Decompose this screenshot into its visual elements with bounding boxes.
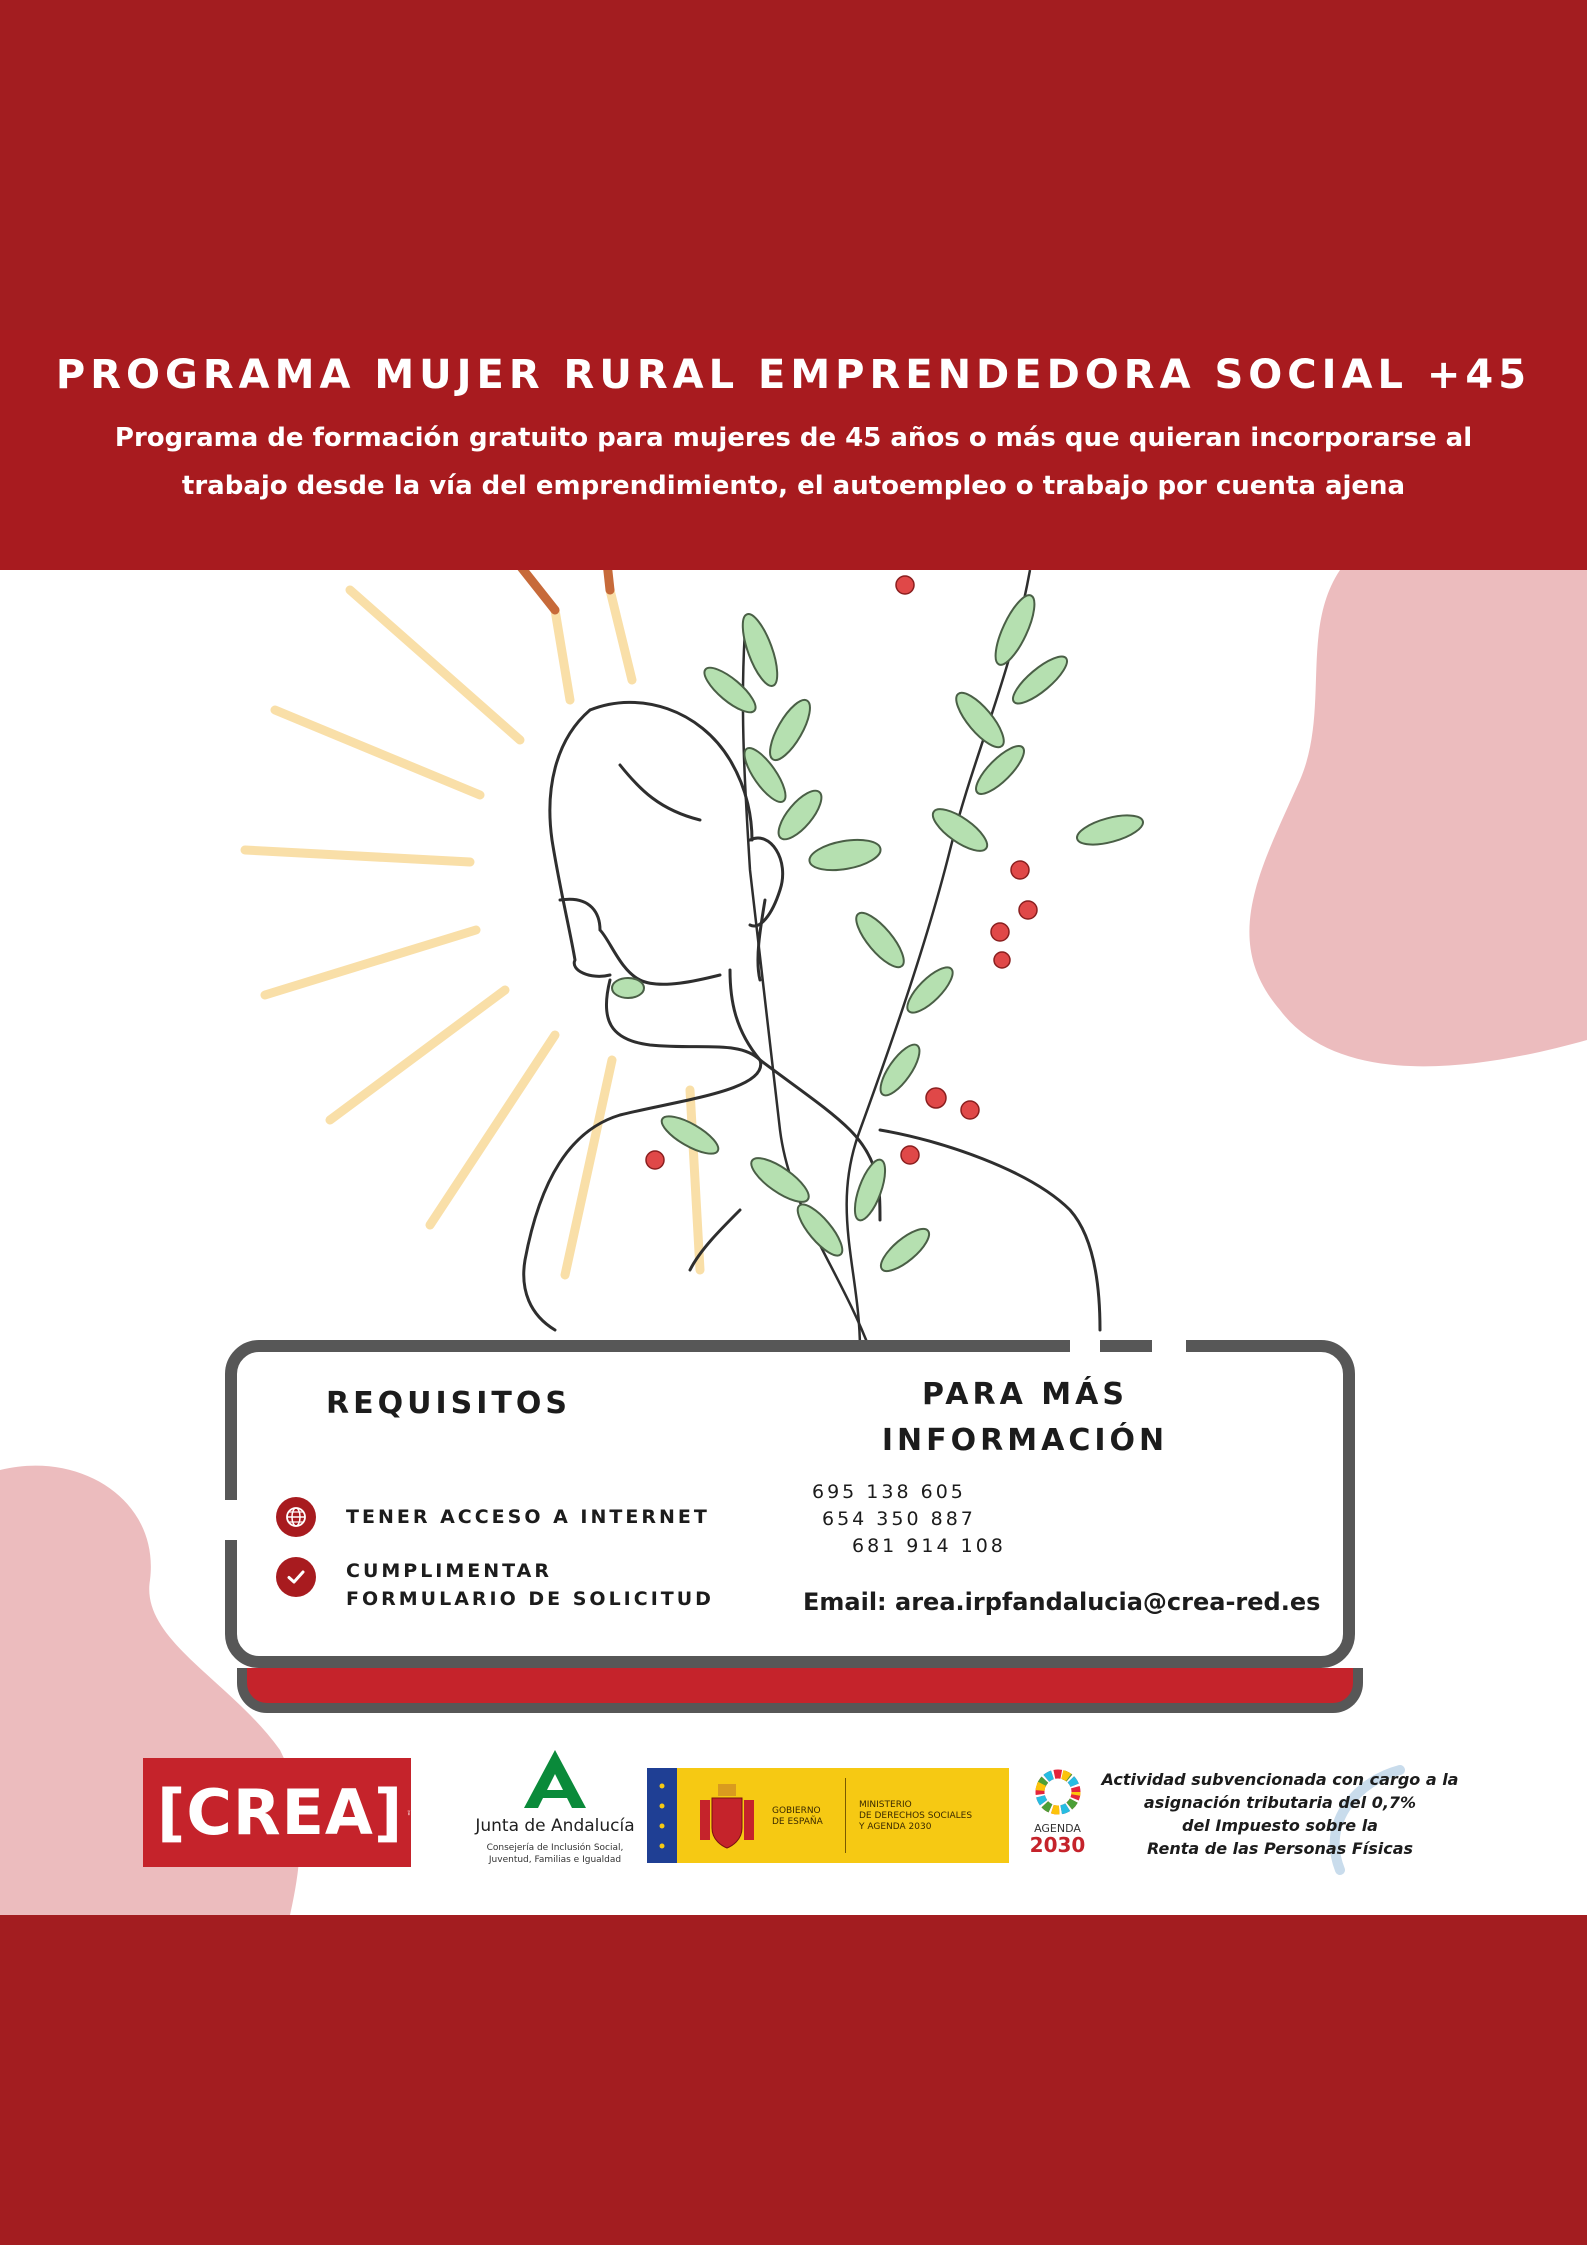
requirement-label: TENER ACCESO A INTERNET	[346, 1506, 710, 1528]
globe-icon	[276, 1497, 316, 1537]
page-subtitle	[100, 414, 1487, 510]
agenda-label: AGENDA	[1034, 1822, 1081, 1835]
requirement-line-2: FORMULARIO DE SOLICITUD	[346, 1588, 714, 1610]
requirement-line-1: CUMPLIMENTAR	[346, 1560, 552, 1582]
tax-line-4: Renta de las Personas Físicas	[1146, 1839, 1414, 1858]
junta-subtitle	[455, 1842, 655, 1866]
requirements-title: REQUISITOS	[326, 1386, 571, 1421]
ministerio-line-1: MINISTERIO	[859, 1800, 912, 1810]
card-border-gap-3	[221, 1500, 241, 1540]
junta-subtitle-line-1: Consejería de Inclusión Social,	[486, 1843, 624, 1853]
phone-number[interactable]: 681 914 108	[852, 1535, 1006, 1557]
poster-canvas	[0, 570, 1587, 1915]
gobierno-label	[772, 1806, 823, 1828]
gobierno-espana-logo	[647, 1768, 1009, 1863]
card-border-gap-1	[1070, 1336, 1100, 1356]
top-band	[0, 0, 1587, 330]
ministerio-line-3: Y AGENDA 2030	[859, 1822, 932, 1832]
lightbulb-icon	[407, 1783, 411, 1843]
tax-line-2: asignación tributaria del 0,7%	[1143, 1793, 1417, 1812]
info-title-line-1: PARA MÁS	[922, 1377, 1128, 1412]
crea-logo	[143, 1758, 411, 1867]
phone-number[interactable]: 654 350 887	[822, 1508, 976, 1530]
illustration	[0, 570, 1587, 1915]
subtitle-line-1: Programa de formación gratuito para mujeres de 45 años o más que quieran incorporarse al	[114, 423, 1473, 453]
tax-line-1: Actividad subvencionada con cargo a la	[1101, 1770, 1459, 1789]
ministerio-line-2: DE DERECHOS SOCIALES	[859, 1811, 973, 1821]
card-red-bar	[237, 1668, 1363, 1713]
check-icon	[276, 1557, 316, 1597]
info-title	[850, 1372, 1200, 1464]
ministerio-label	[859, 1800, 972, 1833]
phone-number[interactable]: 695 138 605	[812, 1481, 966, 1503]
gobierno-divider	[845, 1778, 846, 1853]
crea-logo-text: [CREA]	[157, 1776, 404, 1849]
sun-rays	[245, 590, 700, 1275]
tax-allocation-note	[1100, 1768, 1460, 1860]
gobierno-line-2: DE ESPAÑA	[772, 1817, 823, 1827]
sdg-wheel-icon	[1034, 1768, 1082, 1816]
header-ray-1	[468, 570, 555, 610]
header-ray-2	[598, 570, 610, 590]
page-title: PROGRAMA MUJER RURAL EMPRENDEDORA SOCIAL +45	[55, 352, 1532, 398]
berries	[646, 576, 1037, 1169]
subtitle-line-2: trabajo desde la vía del emprendimiento, el autoempleo o trabajo por cuenta ajena	[181, 471, 1406, 501]
card-border-gap-2	[1152, 1336, 1186, 1356]
bottom-band	[0, 1915, 1587, 2245]
requirement-item	[276, 1557, 714, 1613]
junta-andalucia-logo	[455, 1748, 655, 1866]
pink-blob-right	[1249, 570, 1587, 1066]
agenda-year: 2030	[1029, 1833, 1086, 1857]
junta-name: Junta de Andalucía	[475, 1816, 635, 1836]
spain-coat-of-arms-icon	[692, 1780, 762, 1852]
tax-line-3: del Impuesto sobre la	[1182, 1816, 1378, 1835]
gobierno-line-1: GOBIERNO	[772, 1806, 821, 1816]
eu-stars-icon	[655, 1778, 669, 1858]
info-title-line-2: INFORMACIÓN	[881, 1423, 1169, 1458]
requirement-label	[346, 1557, 714, 1613]
contact-email[interactable]: Email: area.irpfandalucia@crea-red.es	[803, 1588, 1321, 1616]
junta-andalucia-emblem-icon	[520, 1748, 590, 1810]
requirement-item	[276, 1497, 710, 1537]
junta-subtitle-line-2: Juventud, Familias e Igualdad	[488, 1855, 622, 1865]
agenda-2030-logo	[1020, 1768, 1095, 1855]
